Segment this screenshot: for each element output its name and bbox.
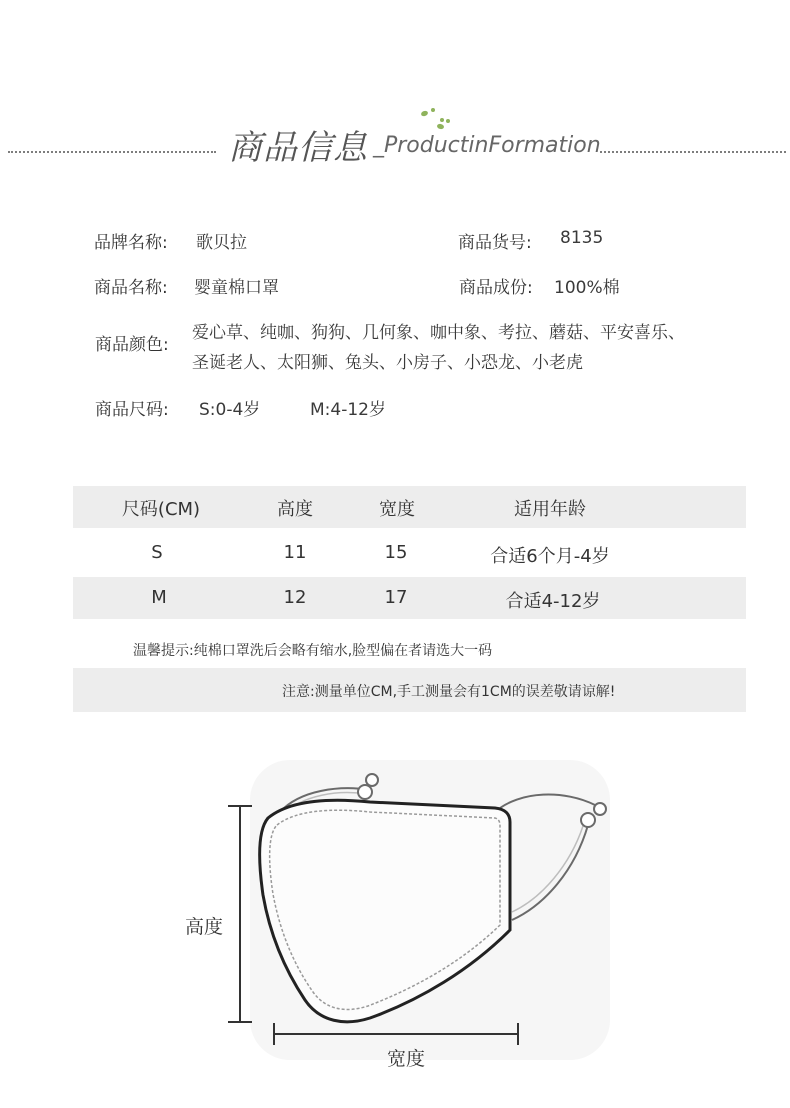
- right-toggle-bottom: [581, 813, 595, 827]
- warm-tip: 温馨提示:纯棉口罩洗后会略有缩水,脸型偏在者请选大一码: [133, 643, 493, 659]
- width-dimension-label: 宽度: [387, 1048, 426, 1070]
- table-header-age: 适用年龄: [514, 499, 586, 520]
- table-cell-height: 12: [283, 587, 307, 608]
- right-toggle-top: [594, 803, 606, 815]
- size-s-value: S:0-4岁: [199, 400, 261, 420]
- brand-value: 歌贝拉: [196, 233, 247, 253]
- colors-label: 商品颜色:: [95, 335, 169, 355]
- table-header-width: 宽度: [379, 499, 415, 520]
- header-dotted-line-right: [600, 151, 786, 153]
- left-toggle-top: [366, 774, 378, 786]
- table-header-size: 尺码(CM): [121, 499, 201, 520]
- item-number-value: 8135: [560, 228, 604, 248]
- table-row: [73, 577, 746, 619]
- item-number-label: 商品货号:: [458, 233, 532, 253]
- table-cell-size: M: [151, 587, 167, 608]
- material-value: 100%棉: [554, 278, 620, 298]
- size-label: 商品尺码:: [95, 400, 169, 420]
- table-cell-height: 11: [283, 542, 307, 563]
- table-row: [73, 530, 746, 576]
- table-header-row: [73, 486, 746, 528]
- colors-line-1: 爱心草、纯咖、狗狗、几何象、咖中象、考拉、蘑菇、平安喜乐、: [192, 323, 685, 343]
- section-title-english: _ProductinFormation: [373, 133, 601, 158]
- size-m-value: M:4-12岁: [310, 400, 386, 420]
- table-cell-age: 合适4-12岁: [505, 591, 601, 612]
- table-cell-width: 15: [384, 542, 408, 563]
- product-name-value: 婴童棉口罩: [194, 278, 279, 298]
- product-name-label: 商品名称:: [94, 278, 168, 298]
- table-cell-size: S: [151, 542, 163, 563]
- table-cell-age: 合适6个月-4岁: [490, 546, 610, 567]
- brand-label: 品牌名称:: [94, 233, 168, 253]
- measurement-note: 注意:测量单位CM,手工测量会有1CM的误差敬请谅解!: [282, 684, 616, 700]
- colors-line-2: 圣诞老人、太阳狮、兔头、小房子、小恐龙、小老虎: [192, 353, 583, 373]
- header-dotted-line-left: [8, 151, 216, 153]
- table-header-height: 高度: [277, 499, 313, 520]
- left-toggle-bottom: [358, 785, 372, 799]
- table-cell-width: 17: [384, 587, 408, 608]
- material-label: 商品成份:: [459, 278, 533, 298]
- section-title: 商品信息: [228, 128, 368, 168]
- height-dimension-label: 高度: [185, 916, 224, 938]
